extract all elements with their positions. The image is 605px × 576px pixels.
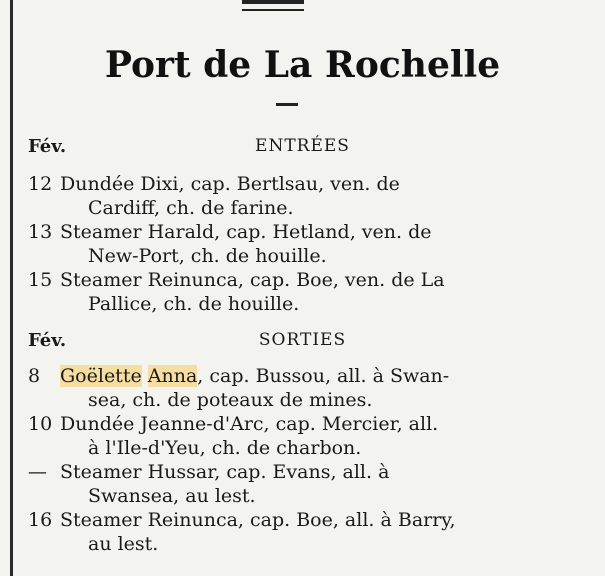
entry-text-cont: Swansea, au lest.	[88, 485, 256, 507]
top-rule-thin	[242, 9, 304, 11]
entry-text-cont: Cardiff, ch. de farine.	[88, 197, 294, 219]
top-rule	[242, 0, 304, 4]
column-rule	[10, 0, 13, 576]
entry-number: 12	[28, 173, 53, 195]
entry-text: Steamer Reinunca, cap. Boe, ven. de La	[60, 269, 445, 291]
list-item	[28, 268, 548, 316]
entry-number: 16	[28, 509, 53, 531]
title-dash	[276, 103, 298, 106]
entry-text: , cap. Bussou, all. à Swan-	[197, 365, 450, 387]
highlighted-word: Goëlette	[60, 365, 142, 387]
entry-number: 8	[28, 365, 41, 387]
list-item	[28, 220, 548, 268]
entry-text-cont: au lest.	[88, 533, 159, 555]
entrees-month: Fév.	[28, 136, 67, 157]
entry-number: 15	[28, 269, 53, 291]
entry-text: Dundée Jeanne-d'Arc, cap. Mercier, all.	[60, 413, 439, 435]
entrees-heading: ENTRÉES	[255, 136, 350, 156]
list-item	[28, 172, 548, 220]
entry-text: Steamer Harald, cap. Hetland, ven. de	[60, 221, 432, 243]
entry-text: Steamer Hussar, cap. Evans, all. à	[60, 461, 390, 483]
entry-text-cont: à l'Ile-d'Yeu, ch. de charbon.	[88, 437, 362, 459]
sorties-month: Fév.	[28, 330, 67, 351]
highlighted-word: Anna	[147, 365, 198, 387]
list-item	[28, 460, 548, 508]
entry-text: Dundée Dixi, cap. Bertlsau, ven. de	[60, 173, 400, 195]
sorties-heading: SORTIES	[258, 330, 347, 350]
list-item	[28, 508, 548, 556]
list-item	[28, 412, 548, 460]
entry-number: 13	[28, 221, 53, 243]
page-title: Port de La Rochelle	[104, 44, 501, 86]
entry-text-cont: Pallice, ch. de houille.	[88, 293, 300, 315]
entry-text: Steamer Reinunca, cap. Boe, all. à Barry,	[60, 509, 456, 531]
list-item	[28, 364, 548, 412]
entry-number: —	[28, 461, 47, 483]
entry-text-cont: New-Port, ch. de houille.	[88, 245, 327, 267]
entry-number: 10	[28, 413, 53, 435]
entry-text-cont: sea, ch. de poteaux de mines.	[88, 389, 373, 411]
